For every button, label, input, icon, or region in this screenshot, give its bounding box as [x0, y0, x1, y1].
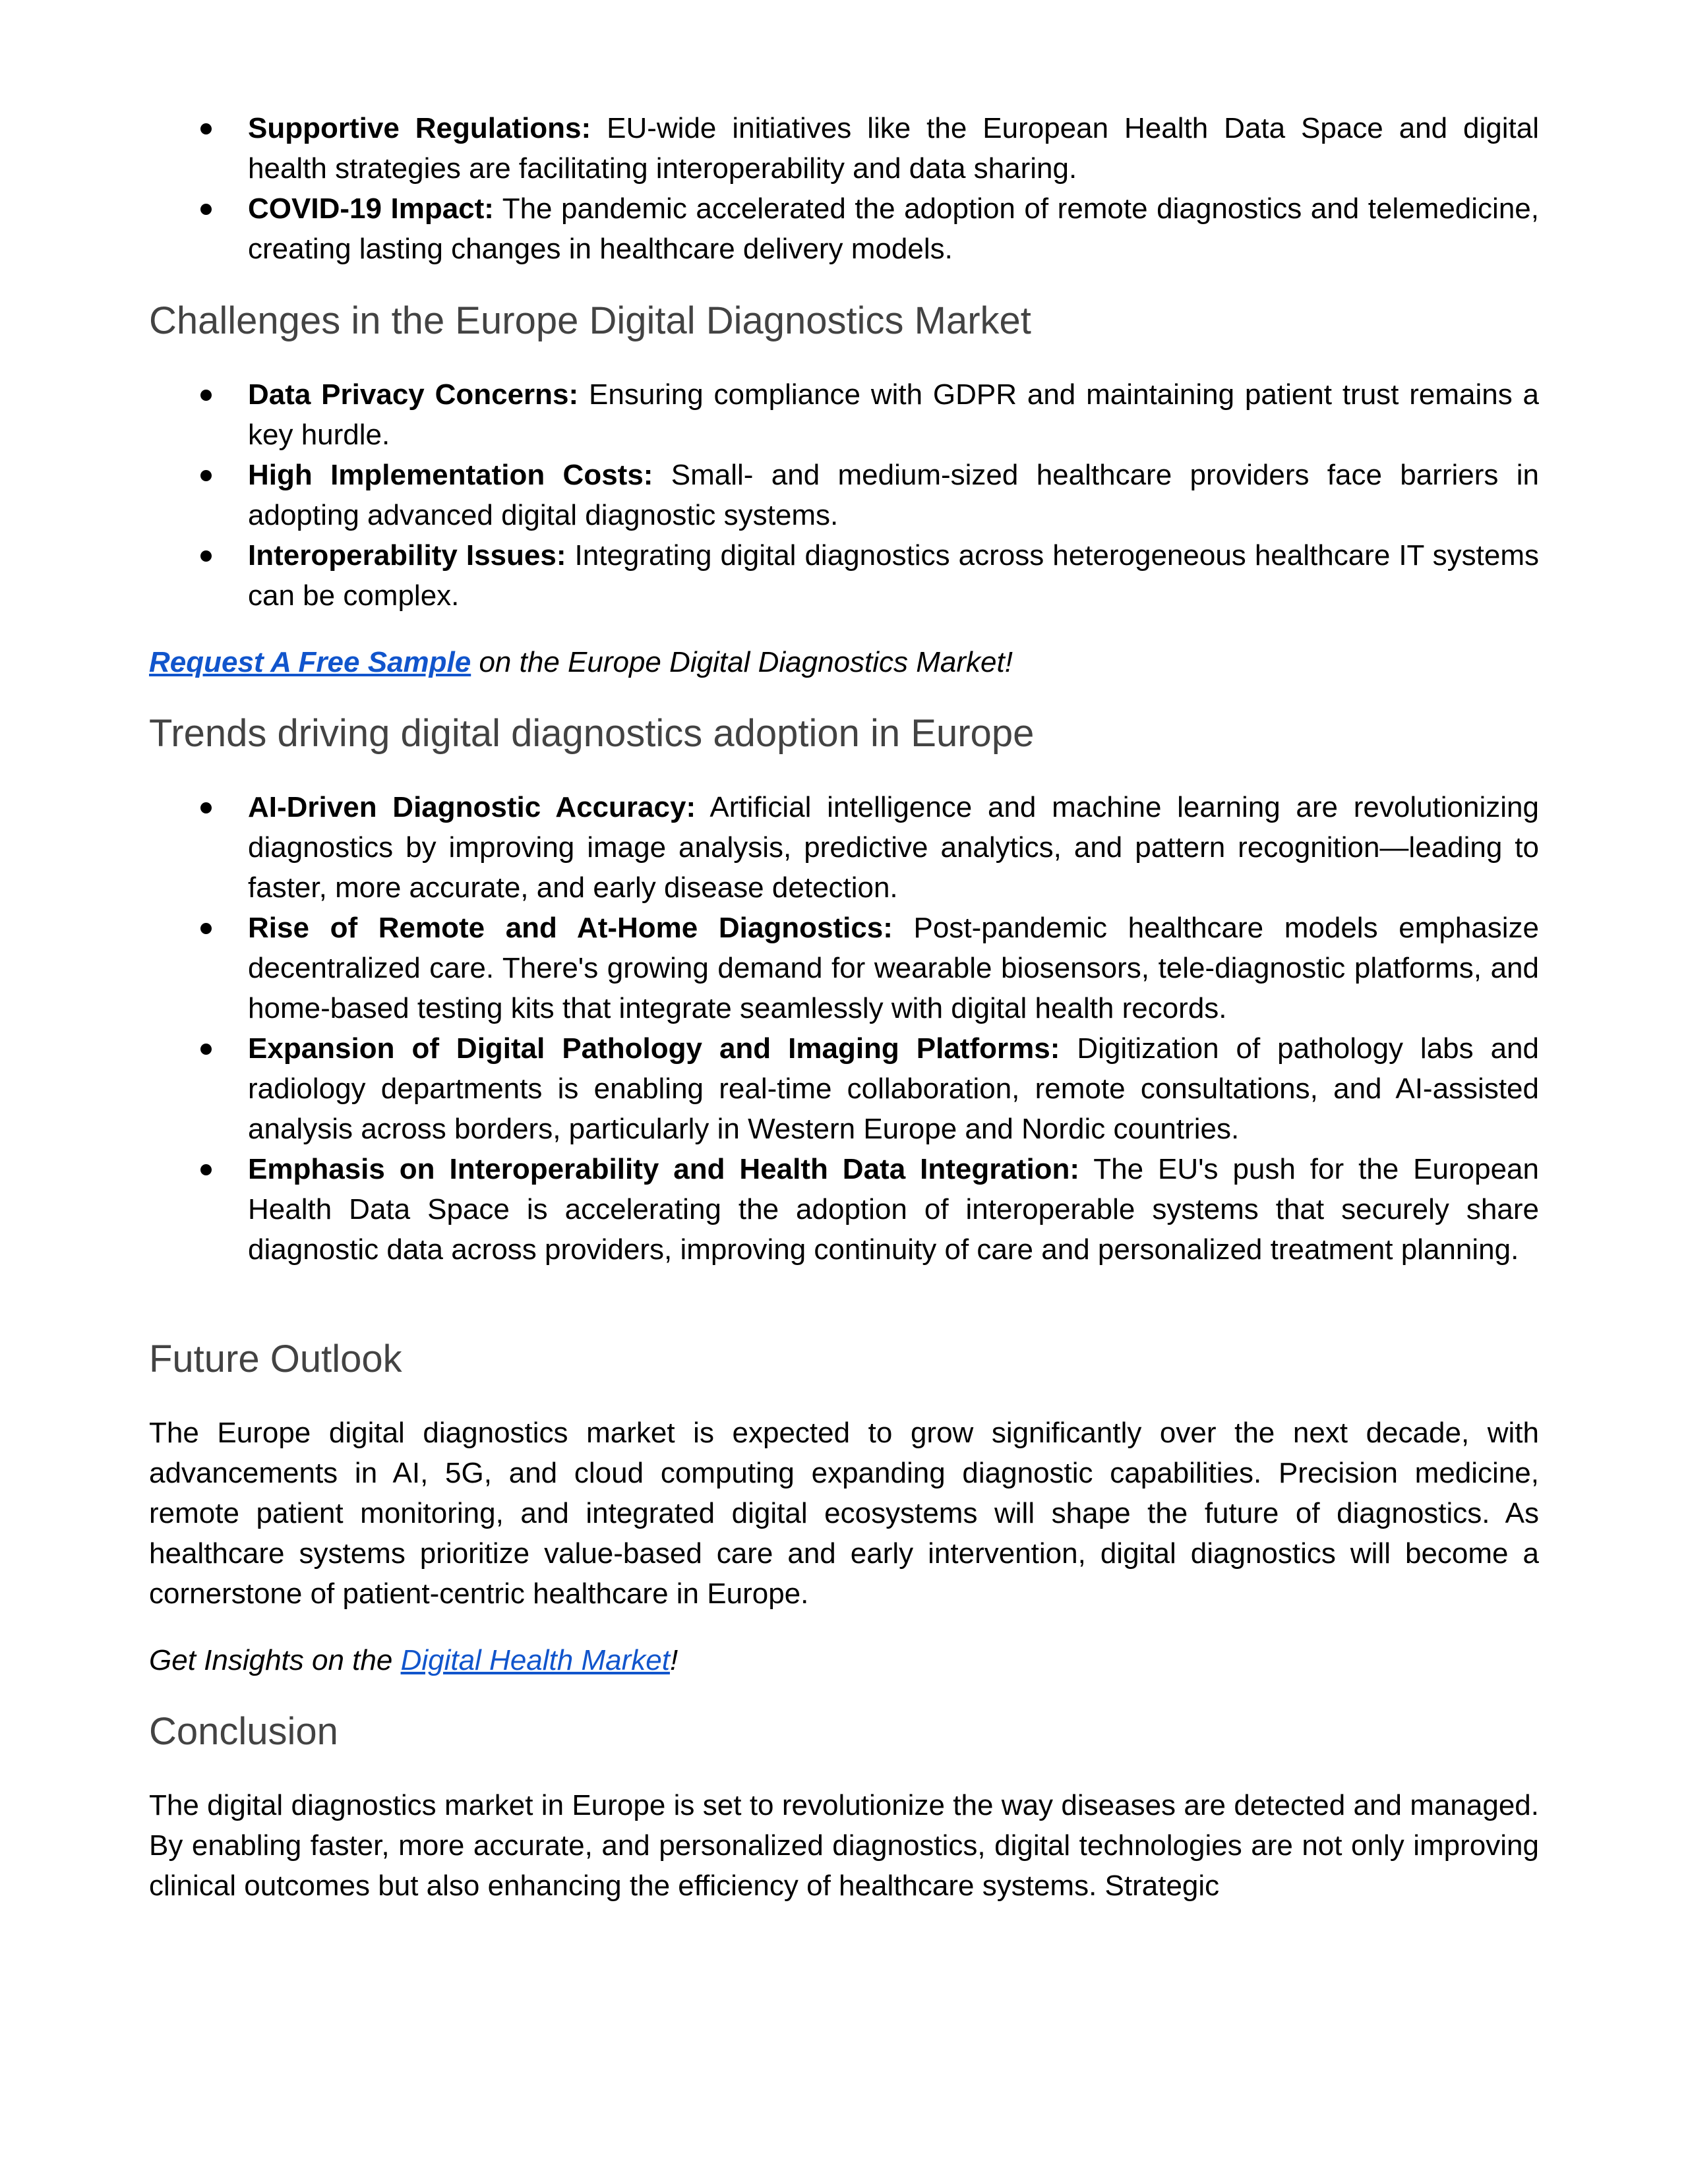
trends-heading: Trends driving digital diagnostics adoption in Europe: [149, 712, 1035, 755]
bullet-icon: [200, 204, 212, 215]
bullet-icon: [200, 390, 212, 401]
list-item: [149, 108, 1539, 189]
drivers-list-block: [149, 108, 1539, 269]
list-item-desc: The pandemic accelerated the adoption of remote diagnostics and telemedicine, creating lasting changes in healthcare delivery models.: [248, 192, 1539, 265]
list-item-desc: Digitization of pathology labs and radiology departments is enabling real-time collaboration, remote consultations, and AI-assisted analysis across borders, particularly in Western Europe and Nordic countries.: [248, 1032, 1539, 1145]
bullet-icon: [200, 923, 212, 934]
drivers-list: [149, 108, 1539, 269]
challenges-list: [149, 374, 1539, 616]
challenges-list-block: [149, 374, 1539, 616]
list-item: [149, 189, 1539, 269]
list-item-term: Expansion of Digital Pathology and Imaging Platforms:: [248, 1032, 1060, 1065]
insights-cta: [149, 1640, 1539, 1680]
trends-list: [149, 787, 1539, 1270]
list-item-term: Supportive Regulations:: [248, 112, 591, 144]
list-item-desc: Small- and medium-sized healthcare providers face barriers in adopting advanced digital diagnostic systems.: [248, 459, 1539, 531]
list-item: [149, 535, 1539, 616]
list-item-desc: Post-pandemic healthcare models emphasize decentralized care. There's growing demand for wearable biosensors, tele-diagnostic platforms, and home-based testing kits that integrate seamlessly with digital health records.: [248, 912, 1539, 1024]
digital-health-market-link[interactable]: Digital Health Market: [400, 1644, 670, 1676]
trends-list-block: [149, 787, 1539, 1270]
insights-cta-suffix: !: [669, 1644, 678, 1676]
list-item-term: High Implementation Costs:: [248, 459, 653, 491]
bullet-icon: [200, 802, 212, 813]
list-item: [149, 908, 1539, 1028]
request-sample-link[interactable]: Request A Free Sample: [149, 646, 471, 678]
list-item-desc: Integrating digital diagnostics across heterogeneous healthcare IT systems can be complex.: [248, 539, 1539, 612]
list-item-desc: Ensuring compliance with GDPR and maintaining patient trust remains a key hurdle.: [248, 378, 1539, 451]
bullet-icon: [200, 1164, 212, 1175]
list-item: [149, 1149, 1539, 1270]
list-item: [149, 374, 1539, 455]
list-item-term: Rise of Remote and At-Home Diagnostics:: [248, 912, 893, 944]
list-item-term: Data Privacy Concerns:: [248, 378, 579, 411]
bullet-icon: [200, 550, 212, 562]
list-item-term: COVID-19 Impact:: [248, 192, 494, 225]
bullet-icon: [200, 1044, 212, 1055]
list-item-term: AI-Driven Diagnostic Accuracy:: [248, 791, 696, 823]
insights-cta-prefix: Get Insights on the: [149, 1644, 401, 1676]
list-item-term: Interoperability Issues:: [248, 539, 566, 572]
list-item-desc: Artificial intelligence and machine learning are revolutionizing diagnostics by improving image analysis, predictive analytics, and pattern recognition—leading to faster, more accurate, and early disease detection.: [248, 791, 1539, 904]
conclusion-paragraph: The digital diagnostics market in Europe is set to revolutionize the way diseases are detected and managed. By enabling faster, more accurate, and personalized diagnostics, digital technologies are not only improving clinical outcomes but also enhancing the efficiency of healthcare systems. Strategic: [149, 1789, 1539, 1902]
bullet-icon: [200, 470, 212, 481]
list-item-desc: EU-wide initiatives like the European Health Data Space and digital health strategies are facilitating interoperability and data sharing.: [248, 112, 1539, 185]
outlook-heading: Future Outlook: [149, 1338, 402, 1380]
bullet-icon: [200, 123, 212, 134]
sample-cta: [149, 642, 1539, 682]
list-item: [149, 455, 1539, 535]
list-item: [149, 787, 1539, 908]
challenges-heading: Challenges in the Europe Digital Diagnostics Market: [149, 299, 1031, 342]
conclusion-heading: Conclusion: [149, 1710, 338, 1753]
sample-cta-text: on the Europe Digital Diagnostics Market!: [471, 646, 1013, 678]
list-item: [149, 1028, 1539, 1149]
list-item-desc: The EU's push for the European Health Data Space is accelerating the adoption of interoperable systems that securely share diagnostic data across providers, improving continuity of care and personalized treatment planning.: [248, 1153, 1539, 1266]
list-item-term: Emphasis on Interoperability and Health Data Integration:: [248, 1153, 1080, 1185]
outlook-paragraph: The Europe digital diagnostics market is expected to grow significantly over the next decade, with advancements in AI, 5G, and cloud computing expanding diagnostic capabilities. Precision medicine, remote patient monitoring, and integrated digital ecosystems will shape the future of diagnostics. As healthcare systems prioritize value-based care and early intervention, digital diagnostics will become a cornerstone of patient-centric healthcare in Europe.: [149, 1417, 1539, 1610]
